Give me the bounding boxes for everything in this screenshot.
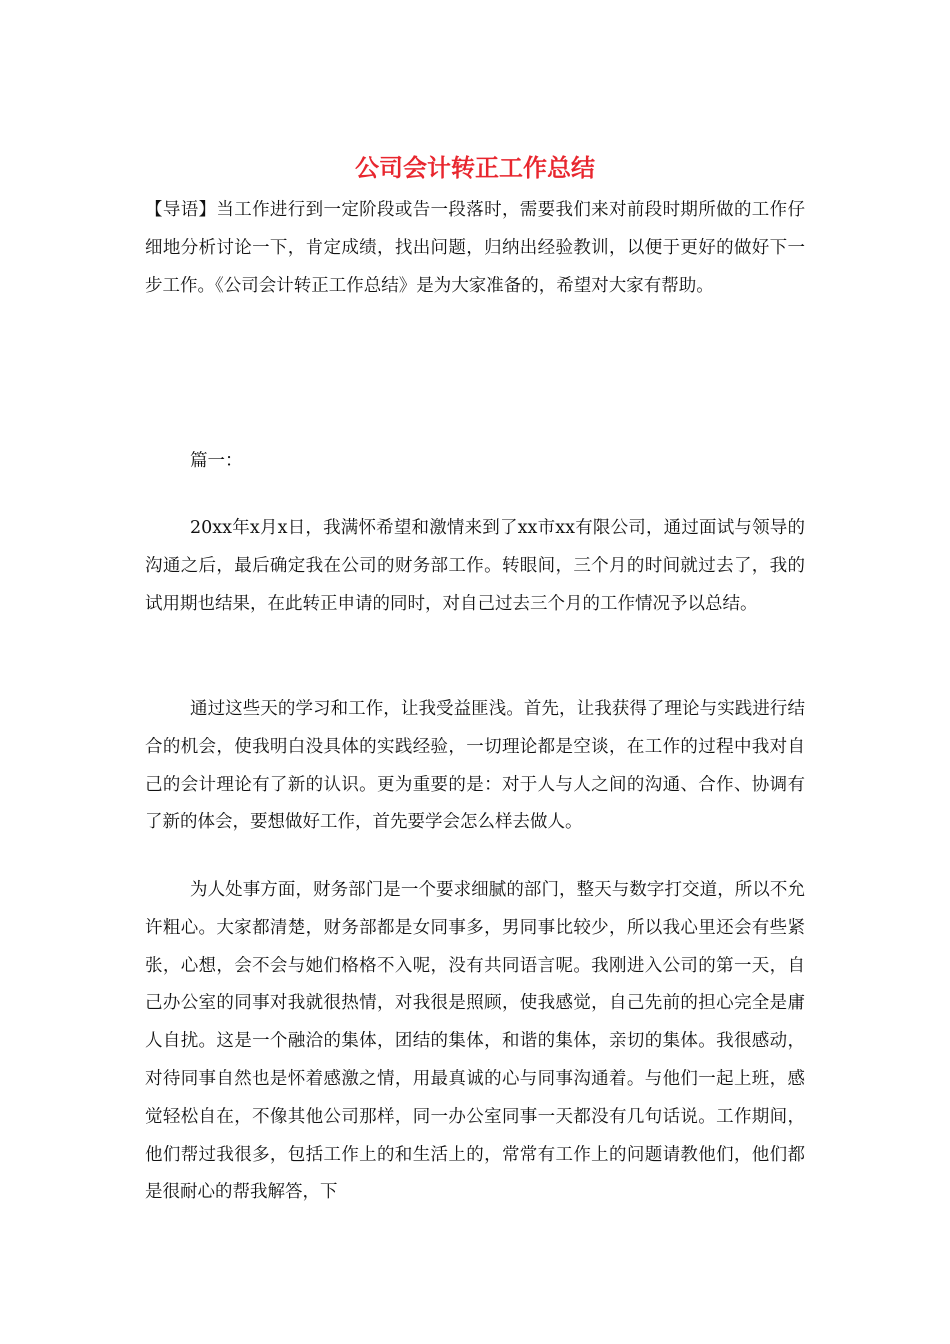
document-title: 公司会计转正工作总结 [355, 153, 595, 182]
body-paragraph-3: 为人处事方面，财务部门是一个要求细腻的部门，整天与数字打交道，所以不允许粗心。大家都清楚，财务部都是女同事多，男同事比较少，所以我心里还会有些紧张，心想，会不会与她们格格不入呢，没有共同语言呢。我刚进入公司的第一天，自己办公室的同事对我就很热情，对我很是照顾，使我感觉，自己先前的担心完全是庸人自扰。这是一个融洽的集体，团结的集体，和谐的集体，亲切的集体。我很感动，对待同事自然也是怀着感激之情，用最真诚的心与同事沟通着。与他们一起上班，感觉轻松自在，不像其他公司那样，同一办公室同事一天都没有几句话说。工作期间，他们帮过我很多，包括工作上的和生活上的，常常有工作上的问题请教他们，他们都是很耐心的帮我解答，下 [145, 880, 805, 1203]
body-paragraph-2: 通过这些天的学习和工作，让我受益匪浅。首先，让我获得了理论与实践进行结合的机会，使我明白没具体的实践经验，一切理论都是空谈，在工作的过程中我对自己的会计理论有了新的认识。更为重要的是：对于人与人之间的沟通、合作、协调有了新的体会，要想做好工作，首先要学会怎么样去做人。 [145, 699, 805, 833]
section-heading: 篇一： [190, 451, 243, 471]
body-paragraph-1: 20xx年x月x日，我满怀希望和激情来到了xx市xx有限公司，通过面试与领导的沟通之后，最后确定我在公司的财务部工作。转眼间，三个月的时间就过去了，我的试用期也结果，在此转正申请的同时，对自己过去三个月的工作情况予以总结。 [145, 518, 805, 614]
intro-paragraph: 【导语】当工作进行到一定阶段或告一段落时，需要我们来对前段时期所做的工作仔细地分析讨论一下，肯定成绩，找出问题，归纳出经验教训，以便于更好的做好下一步工作。《公司会计转正工作总结》是为大家准备的，希望对大家有帮助。 [145, 200, 805, 296]
